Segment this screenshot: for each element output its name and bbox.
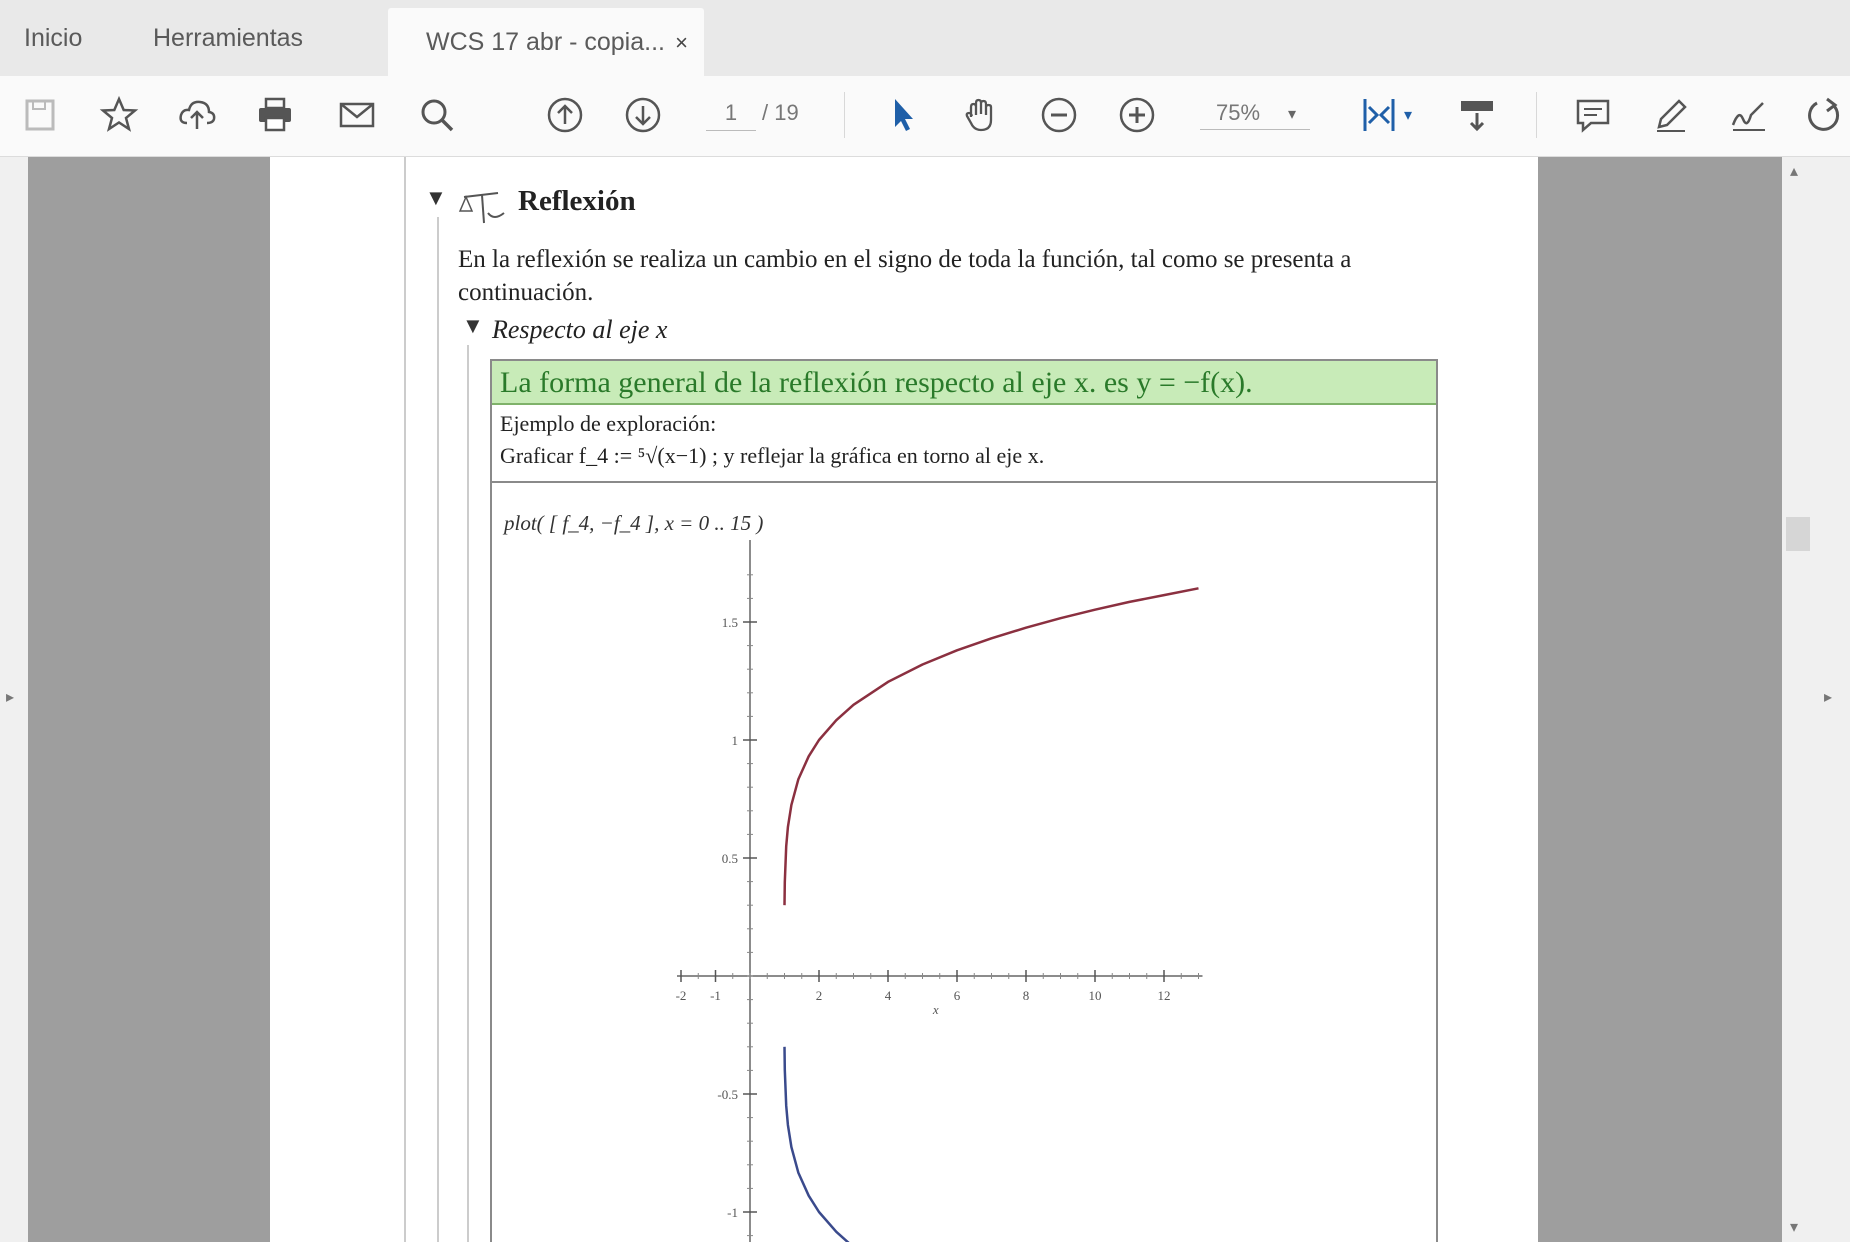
x-tick-label: 6 [953, 988, 961, 1003]
y-tick-label: -1 [727, 1205, 738, 1220]
collapse-subsection-icon[interactable]: ▼ [462, 313, 484, 338]
function-plot [650, 540, 1210, 1242]
fit-page-icon[interactable] [1356, 92, 1402, 138]
example-label: Ejemplo de exploración: [500, 411, 717, 436]
zoom-dropdown-icon[interactable]: ▾ [1288, 106, 1297, 123]
select-cursor-icon[interactable] [880, 92, 926, 138]
toolbar-separator [1536, 92, 1537, 138]
page-number-input[interactable]: 1 [706, 100, 756, 131]
tab-tools[interactable] [153, 0, 303, 76]
mail-icon[interactable] [334, 92, 380, 138]
toolbar [0, 76, 1850, 157]
toolbar-separator [844, 92, 845, 138]
section-paragraph: En la reflexión se realiza un cambio en el signo de toda la función, tal como se presenta a continuación. [458, 246, 1352, 306]
scroll-mode-icon[interactable] [1454, 92, 1500, 138]
sign-icon[interactable] [1726, 92, 1772, 138]
pen-icon[interactable] [1648, 92, 1694, 138]
series-line-f_4 [785, 588, 1199, 905]
subsection-title: Respecto al eje x [492, 315, 668, 344]
collapse-section-icon[interactable]: ▼ [425, 185, 447, 210]
y-tick-label: 1 [731, 733, 738, 748]
save-icon[interactable] [18, 92, 64, 138]
example-task: Graficar f_4 := ⁵√(x−1) ; y reflejar la gráfica en torno al eje x. [500, 443, 1045, 468]
x-tick-label: -2 [675, 988, 687, 1003]
scroll-down-icon[interactable]: ▾ [1790, 1219, 1799, 1236]
x-tick-label: 8 [1022, 988, 1030, 1003]
section-guide-line [404, 157, 406, 1242]
page-down-icon[interactable] [620, 92, 666, 138]
x-tick-label: 10 [1088, 988, 1102, 1003]
hand-icon[interactable] [958, 92, 1004, 138]
tab-document-label: WCS 17 abr - copia... [426, 27, 665, 56]
definition-banner: La forma general de la reflexión respecto al eje x. es y = −f(x). [492, 361, 1436, 405]
zoom-in-icon[interactable] [1114, 92, 1160, 138]
section-guide-line [467, 345, 469, 1242]
scroll-up-icon[interactable]: ▴ [1790, 163, 1799, 180]
fit-dropdown-icon[interactable]: ▾ [1403, 107, 1413, 124]
series-line--f_4 [785, 1047, 854, 1242]
y-tick-label: -0.5 [717, 1087, 738, 1102]
x-tick-label: 4 [884, 988, 892, 1003]
section-guide-line [437, 217, 439, 1242]
share-icon[interactable] [1800, 92, 1846, 138]
tab-home-label: Inicio [24, 23, 83, 52]
box-divider [492, 481, 1436, 483]
upload-icon[interactable] [174, 92, 220, 138]
comment-icon[interactable] [1570, 92, 1616, 138]
close-tab-icon[interactable]: × [675, 30, 688, 55]
x-tick-label: 2 [815, 988, 823, 1003]
page-up-icon[interactable] [542, 92, 588, 138]
star-icon[interactable] [96, 92, 142, 138]
y-tick-label: 1.5 [721, 615, 738, 630]
search-icon[interactable] [414, 92, 460, 138]
tab-bar [0, 0, 1850, 76]
section-title: Reflexión [518, 185, 636, 217]
zoom-level-input[interactable]: 75% [1200, 100, 1310, 130]
tab-document[interactable] [388, 8, 704, 76]
plot-command: plot( [ f_4, −f_4 ], x = 0 .. 15 ) [504, 511, 764, 535]
zoom-out-icon[interactable] [1036, 92, 1082, 138]
page-total: / 19 [762, 100, 799, 125]
balance-scale-icon [458, 183, 510, 227]
tab-home[interactable] [24, 0, 82, 76]
print-icon[interactable] [252, 92, 298, 138]
x-tick-label: 12 [1157, 988, 1171, 1003]
tab-tools-label: Herramientas [153, 23, 304, 52]
expand-left-panel-icon[interactable]: ▸ [6, 689, 15, 706]
y-tick-label: 0.5 [721, 851, 738, 866]
expand-right-panel-icon[interactable]: ▸ [1824, 689, 1833, 706]
x-tick-label: -1 [710, 988, 721, 1003]
x-axis-label: x [932, 1002, 939, 1017]
